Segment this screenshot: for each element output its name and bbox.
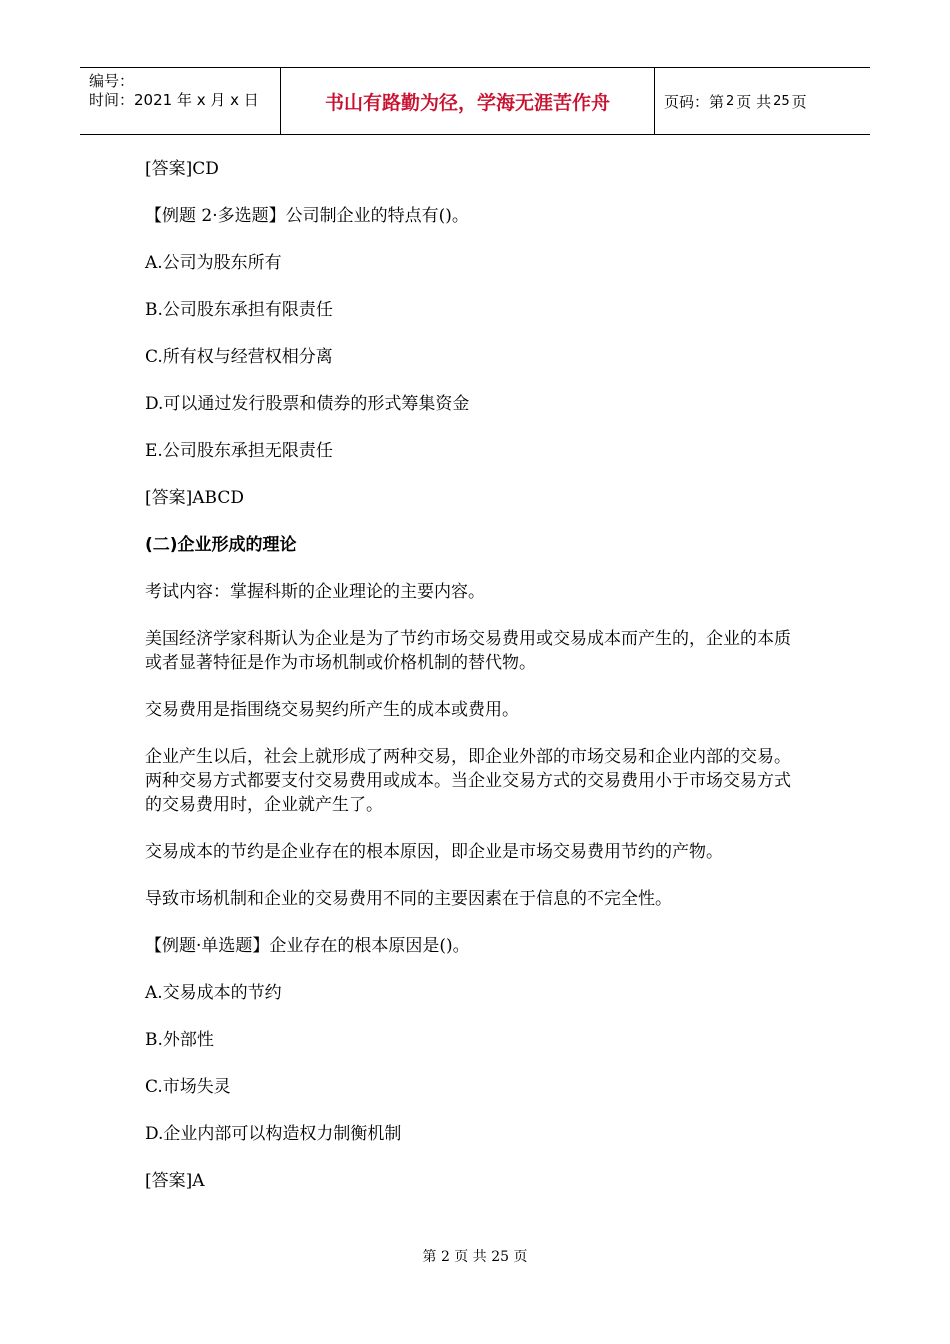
exam-content: 考试内容：掌握科斯的企业理论的主要内容。 [145,582,485,602]
page-footer: 第 2 页 共 25 页 [422,1249,528,1265]
header-page-cell [655,68,870,134]
paragraph-root-cause: 交易成本的节约是企业存在的根本原因，即企业是市场交易费用节约的产物。 [145,842,723,862]
page-label-suffix: 页 [791,92,807,111]
single-option-d: D.企业内部可以构造权力制衡机制 [145,1124,402,1144]
answer-2: [答案]ABCD [145,488,244,508]
date-label: 时间：2021 年 x 月 x 日 [89,91,259,109]
document-body [145,157,805,1216]
page-label-mid: 页 共 [736,92,772,111]
serial-number-label: 编号： [89,72,135,90]
single-option-a: A.交易成本的节约 [145,983,282,1003]
example-question-2: 【例题 2·多选题】公司制企业的特点有()。 [145,206,469,226]
header-motto-cell [281,68,655,134]
single-option-c: C.市场失灵 [145,1077,231,1097]
paragraph-coase: 美国经济学家科斯认为企业是为了节约市场交易费用或交易成本而产生的，企业的本质或者显著特征是作为市场机制或价格机制的替代物。 [145,629,791,673]
option-b: B.公司股东承担有限责任 [145,300,333,320]
paragraph-transaction-cost: 交易费用是指围绕交易契约所产生的成本或费用。 [145,700,519,720]
paragraph-information: 导致市场机制和企业的交易费用不同的主要因素在于信息的不完全性。 [145,889,672,909]
single-option-b: B.外部性 [145,1030,214,1050]
page-header [80,67,870,135]
page-total: 25 [773,93,790,109]
option-d: D.可以通过发行股票和债券的形式筹集资金 [145,394,470,414]
paragraph-two-transactions: 企业产生以后，社会上就形成了两种交易，即企业外部的市场交易和企业内部的交易。两种交易方式都要支付交易费用或成本。当企业交易方式的交易费用小于市场交易方式的交易费用时，企业就产生了。 [145,747,791,815]
option-a: A.公司为股东所有 [145,253,282,273]
option-e: E.公司股东承担无限责任 [145,441,333,461]
section-heading: (二)企业形成的理论 [145,535,297,555]
answer-3: [答案]A [145,1171,205,1191]
header-meta-cell [80,68,281,134]
motto-text: 书山有路勤为径，学海无涯苦作舟 [324,91,610,114]
option-c: C.所有权与经营权相分离 [145,347,333,367]
example-question-single: 【例题·单选题】企业存在的根本原因是()。 [145,936,470,956]
page-current: 2 [726,93,735,109]
page-label-prefix: 页码：第 [664,92,725,111]
answer-1: [答案]CD [145,159,219,179]
